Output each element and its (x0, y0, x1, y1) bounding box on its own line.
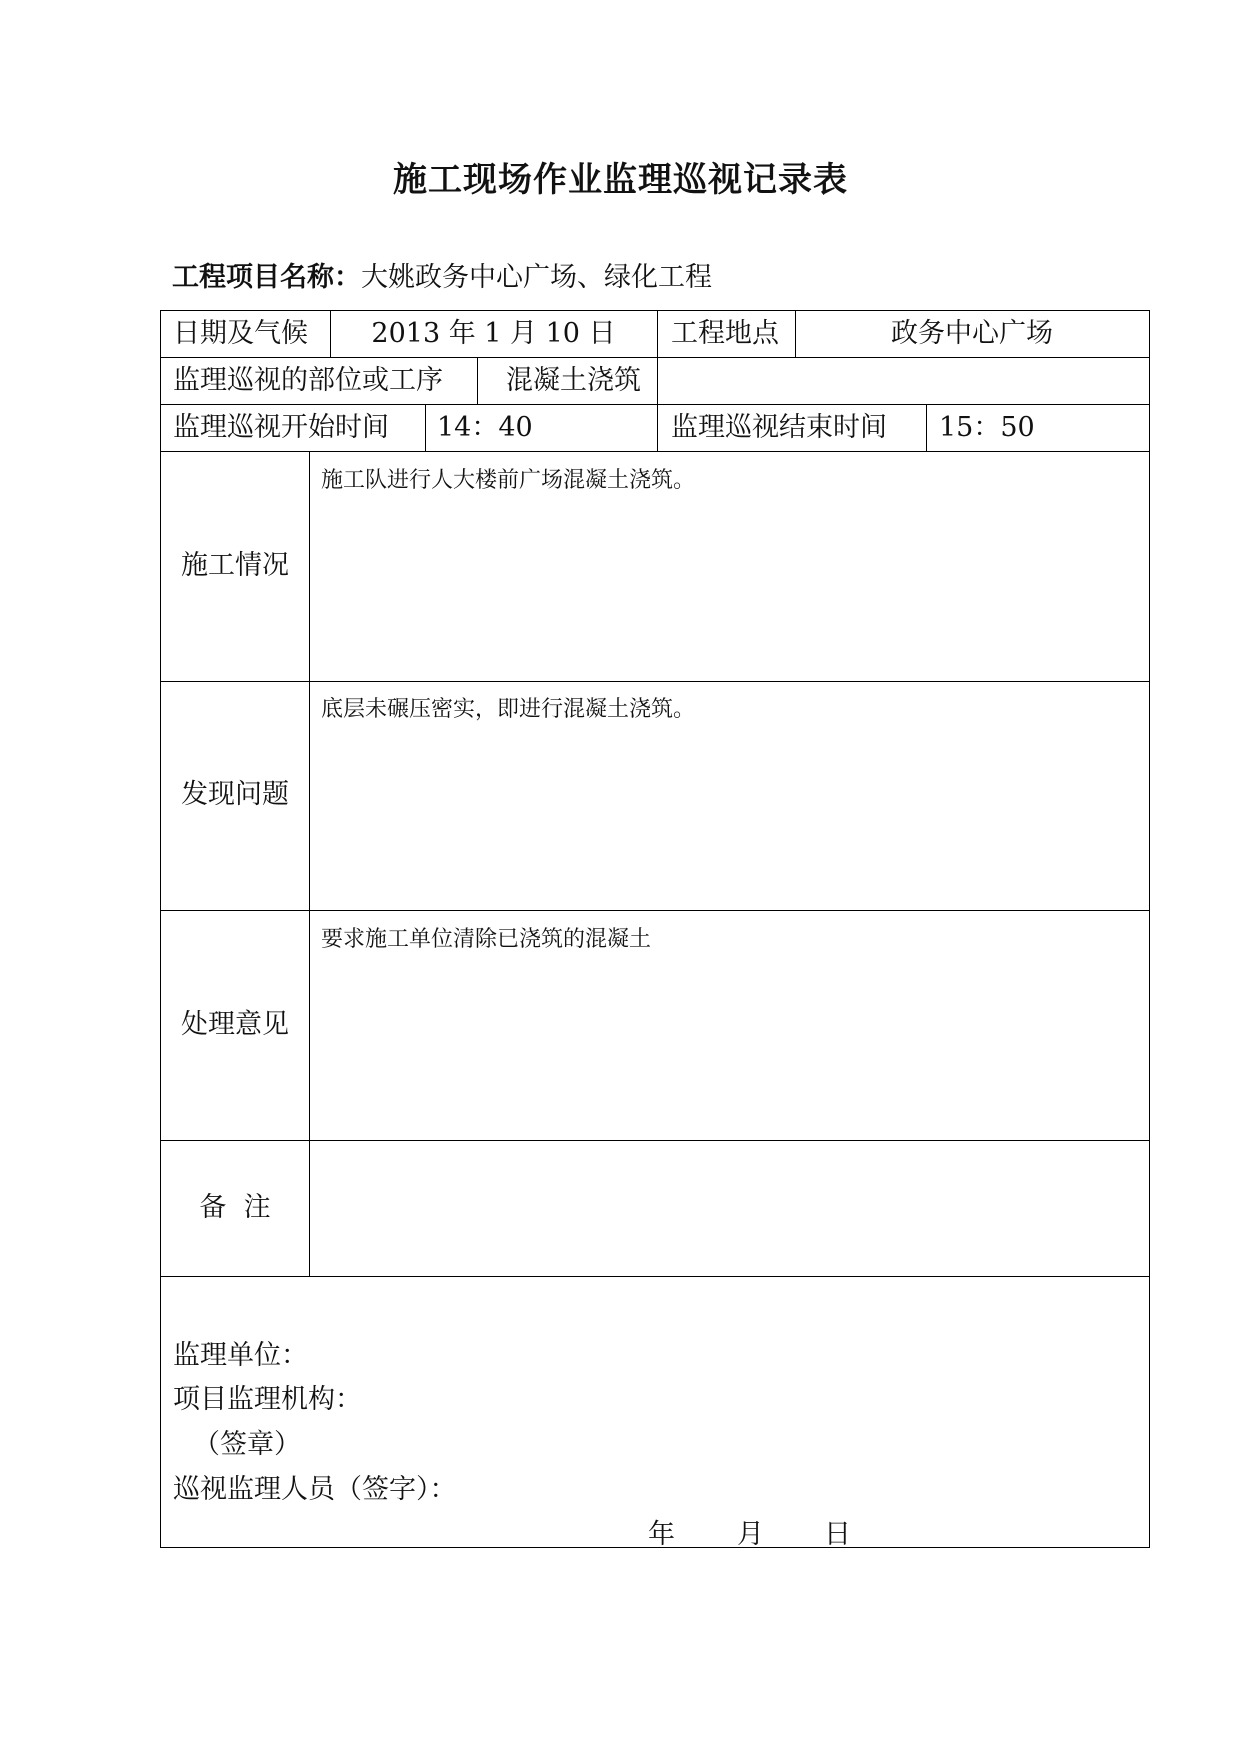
column-divider (309, 451, 310, 1276)
location-value: 政务中心广场 (891, 318, 1053, 349)
column-divider (926, 404, 927, 451)
remark-label: 备 注 (199, 1192, 271, 1223)
row-divider (161, 404, 1149, 405)
column-divider (425, 404, 426, 451)
inspector-signature-label: 巡视监理人员（签字）： (173, 1474, 457, 1505)
project-name: 大姚政务中心广场、绿化工程 (361, 262, 712, 293)
end-time-label: 监理巡视结束时间 (671, 412, 887, 443)
part-label: 监理巡视的部位或工序 (173, 365, 443, 396)
project-label: 工程项目名称： (172, 262, 361, 293)
construction-value: 施工队进行人大楼前广场混凝土浇筑。 (321, 468, 696, 493)
date-day-label: 日 (824, 1519, 851, 1550)
seal-label: （签章） (193, 1429, 301, 1460)
row-divider (161, 357, 1149, 358)
problem-value: 底层未碾压密实，即进行混凝土浇筑。 (321, 697, 696, 722)
start-time-value: 14：40 (437, 412, 533, 443)
location-label: 工程地点 (671, 318, 779, 349)
opinion-label: 处理意见 (181, 1009, 289, 1040)
project-agency-label: 项目监理机构： (173, 1384, 362, 1415)
inspection-record-table (160, 310, 1150, 1548)
date-year-label: 年 (648, 1519, 675, 1550)
row-divider (161, 1276, 1149, 1277)
end-time-value: 15：50 (939, 412, 1035, 443)
column-divider (477, 357, 478, 404)
opinion-value: 要求施工单位清除已浇筑的混凝土 (321, 927, 652, 952)
project-line (172, 255, 712, 294)
date-value: 2013 年 1 月 10 日 (371, 318, 616, 349)
part-value: 混凝土浇筑 (506, 365, 641, 396)
start-time-label: 监理巡视开始时间 (173, 412, 389, 443)
problem-label: 发现问题 (181, 779, 289, 810)
column-divider (657, 311, 658, 451)
date-month-label: 月 (737, 1519, 764, 1550)
date-label: 日期及气候 (173, 318, 308, 349)
construction-label: 施工情况 (181, 550, 289, 581)
document-title: 施工现场作业监理巡视记录表 (393, 160, 848, 200)
supervision-unit-label: 监理单位： (173, 1340, 308, 1371)
